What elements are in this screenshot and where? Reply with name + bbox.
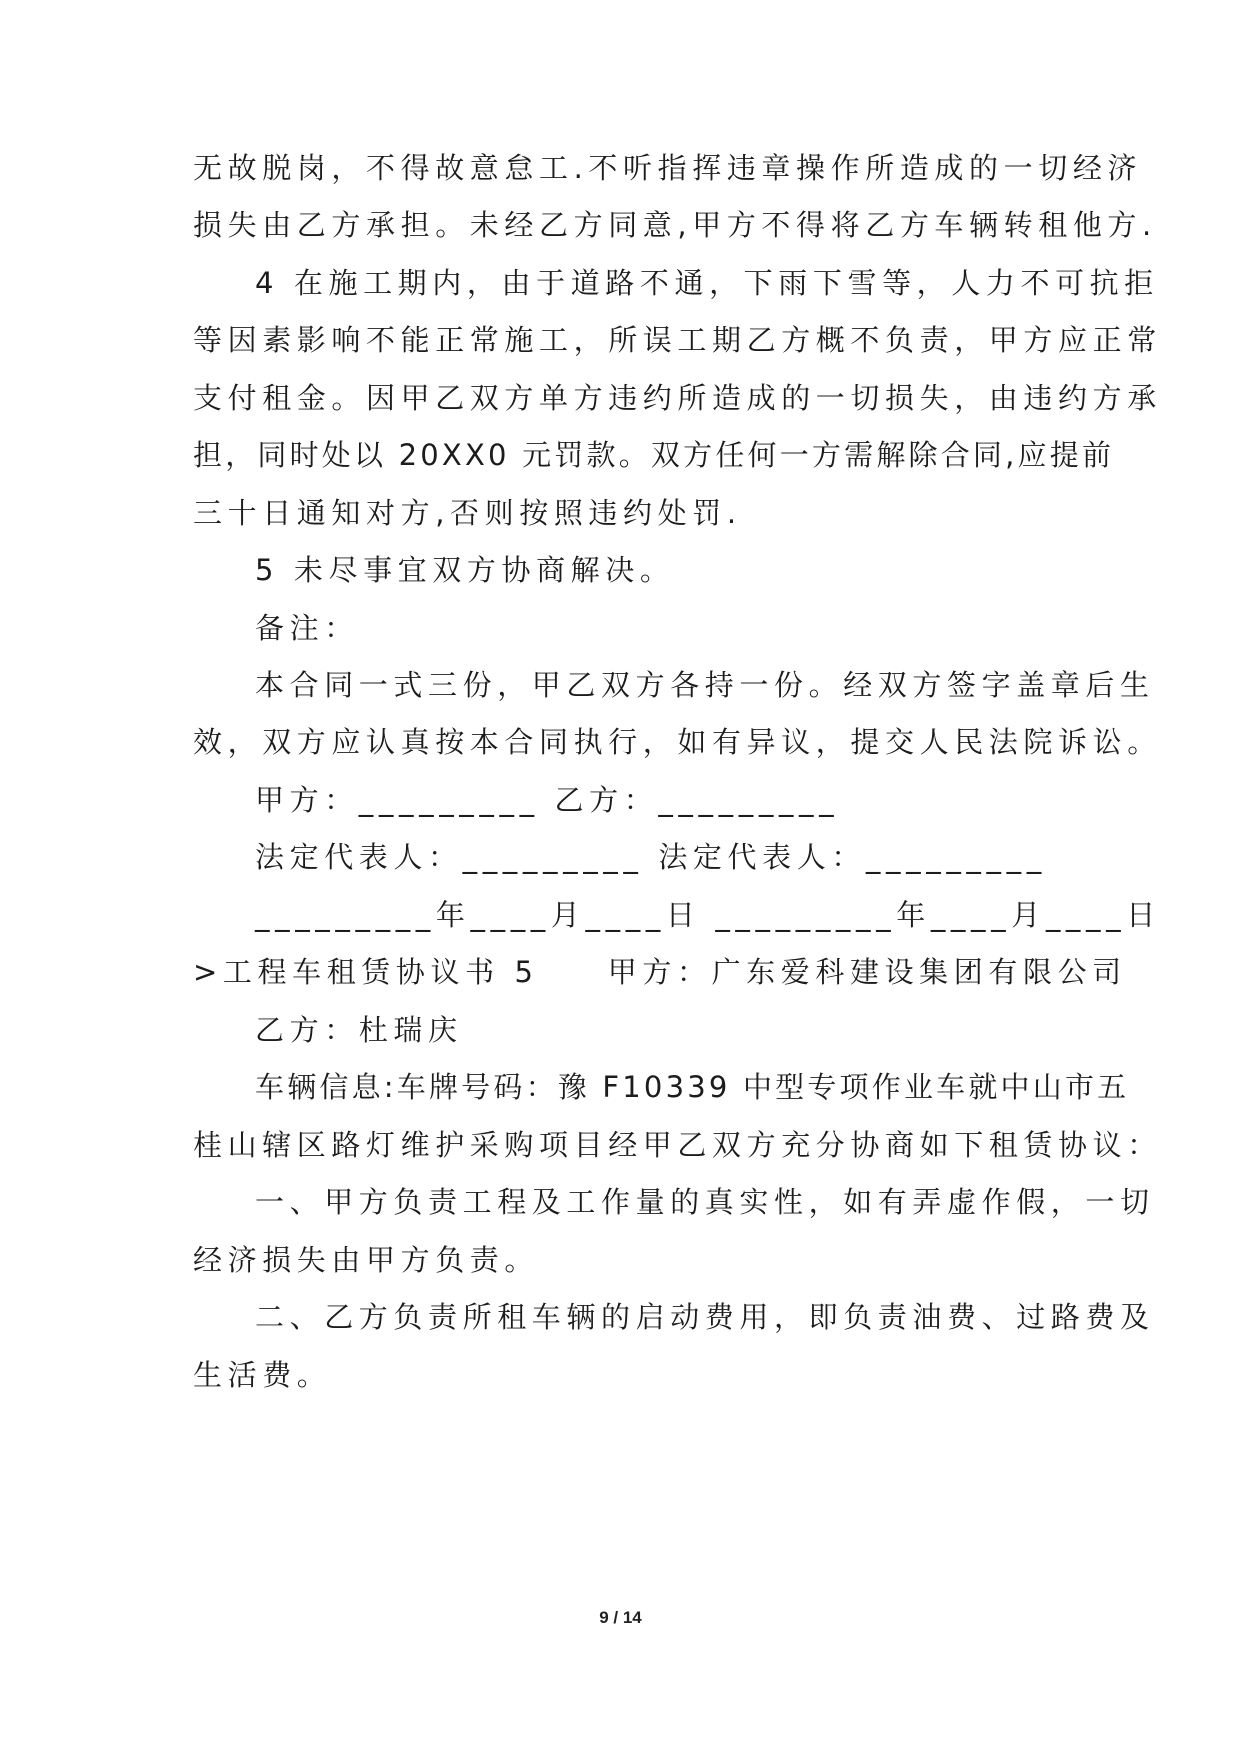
paragraph-line: 二、乙方负责所租车辆的启动费用，即负责油费、过路费及	[255, 1300, 1155, 1334]
party-b-line: 乙方：杜瑞庆	[255, 1013, 463, 1047]
signature-representative-line: 法定代表人：_________ 法定代表人：_________	[255, 840, 1047, 874]
section-label: 备注：	[255, 611, 359, 645]
paragraph-line: 本合同一式三份，甲乙双方各持一份。经双方签字盖章后生	[255, 668, 1155, 702]
paragraph-line: 效，双方应认真按本合同执行，如有异议，提交人民法院诉讼。	[193, 725, 1162, 759]
paragraph-line: 一、甲方负责工程及工作量的真实性，如有弄虚作假，一切	[255, 1185, 1155, 1219]
paragraph-line: 桂山辖区路灯维护采购项目经甲乙双方充分协商如下租赁协议：	[193, 1128, 1162, 1162]
paragraph-line: 损失由乙方承担。未经乙方同意,甲方不得将乙方车辆转租他方.	[193, 208, 1157, 242]
paragraph-line: 经济损失由甲方负责。	[193, 1243, 540, 1277]
signature-party-line: 甲方：_________ 乙方：_________	[255, 783, 840, 817]
paragraph-line: 等因素影响不能正常施工，所误工期乙方概不负责，甲方应正常	[193, 323, 1162, 357]
paragraph-line: 车辆信息:车牌号码：豫 F10339 中型专项作业车就中山市五	[255, 1070, 1130, 1104]
paragraph-line: 无故脱岗，不得故意怠工.不听指挥违章操作所造成的一切经济	[193, 151, 1143, 185]
paragraph-line: 担，同时处以 20XX0 元罚款。双方任何一方需解除合同,应提前	[193, 438, 1115, 472]
paragraph-line: 三十日通知对方,否则按照违约处罚.	[193, 496, 742, 530]
paragraph-line: 生活费。	[193, 1358, 332, 1392]
paragraph-line: 支付租金。因甲乙双方单方违约所造成的一切损失，由违约方承	[193, 381, 1162, 415]
signature-date-line: _________年____月____日 _________年____月____日	[255, 898, 1161, 932]
agreement-heading-line: >工程车租赁协议书 5 甲方：广东爱科建设集团有限公司	[193, 955, 1127, 989]
page-number: 9 / 14	[599, 1608, 642, 1627]
paragraph-line: 4 在施工期内，由于道路不通，下雨下雪等，人力不可抗拒	[255, 266, 1159, 300]
paragraph-line: 5 未尽事宜双方协商解决。	[255, 553, 675, 587]
